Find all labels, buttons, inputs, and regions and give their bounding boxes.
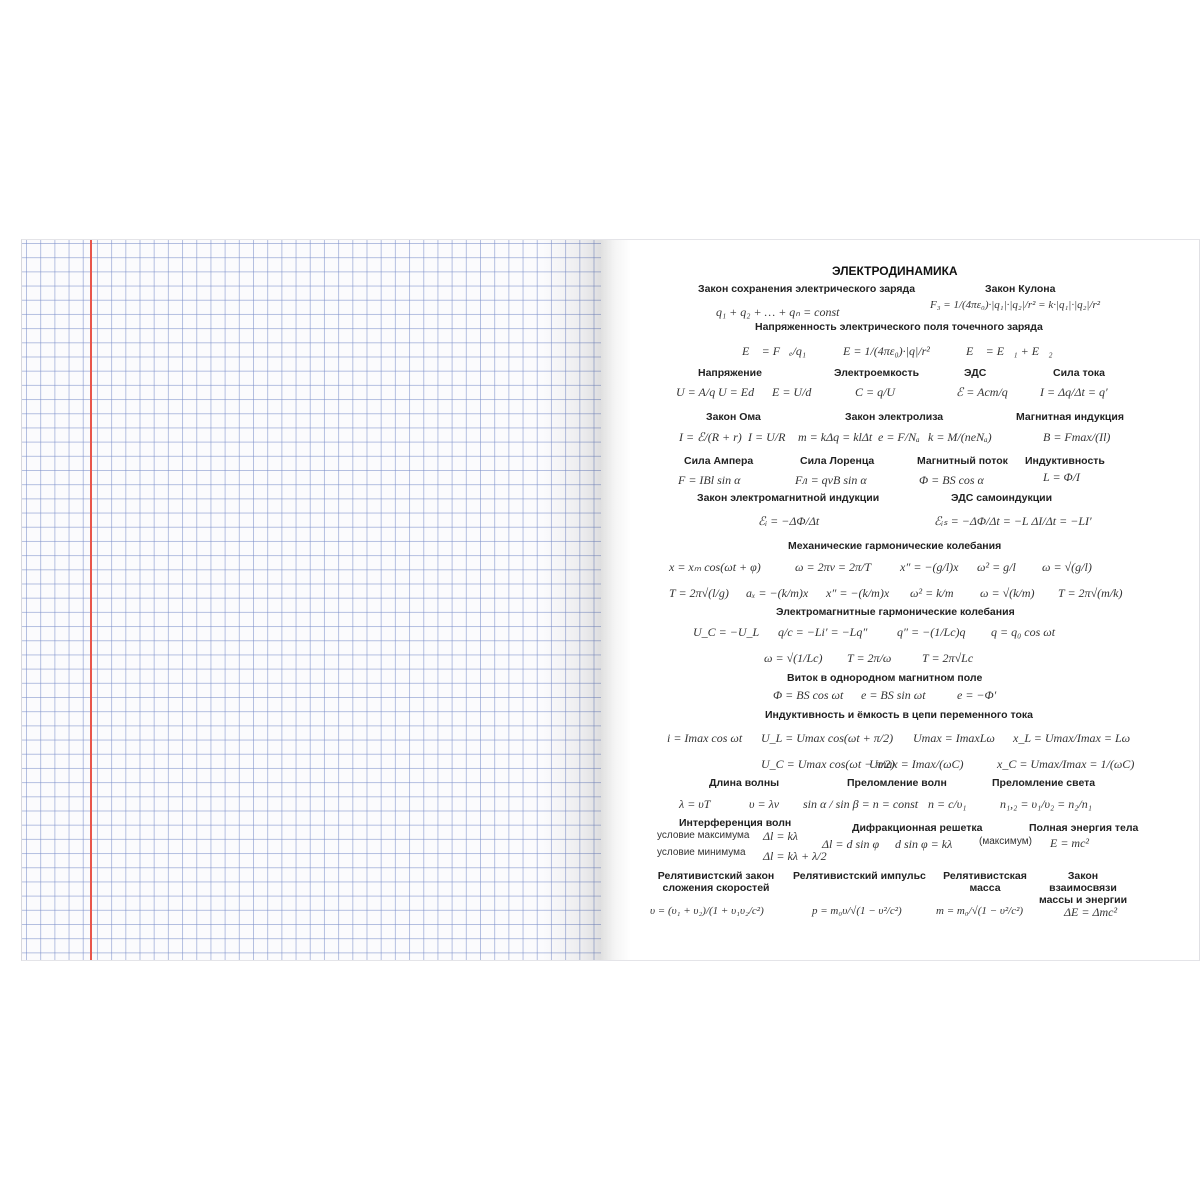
formula: x″ = −(g/l)x [900,560,959,574]
formula: T = 2π√(m/k) [1058,586,1123,600]
grid-page [21,239,602,961]
formula: Fл = qvB sin α [795,473,867,487]
formula: T = 2π√(l/g) [669,586,729,600]
formula: L = Φ/I [1043,470,1081,484]
heading: Сила тока [1053,367,1105,379]
formula: q = q₀ cos ωt [991,625,1056,639]
formula: E = U/d [772,385,812,399]
formula: q″ = −(1/Lc)q [897,625,966,639]
formula: F = IBl sin α [678,473,741,487]
formula: ℰᵢ = −ΔΦ/Δt [758,514,820,528]
formula: U_C = −U_L [693,625,760,639]
heading: Полная энергия тела [1029,822,1139,834]
formula: ω² = k/m [910,586,954,600]
formula-note: (максимум) [979,836,1032,847]
heading: Закон электролиза [845,411,944,423]
heading: Механические гармонические колебания [788,540,1002,552]
formula: E⃗ = F⃗ₑ/q₁ [742,344,807,358]
heading: Закон сохранения электрического заряда [698,283,916,295]
condition-label: условие максимума [657,830,750,841]
formula: Umax = ImaxLω [913,731,995,745]
heading: Закон Ома [706,411,761,423]
formula: x_L = Umax/Imax = Lω [1013,731,1131,745]
formula: E = 1/(4πε₀)·|q|/r² [843,344,930,358]
formula: U_L = Umax cos(ωt + π/2) [761,731,894,745]
formula: U_C = Umax cos(ωt − π/2) [761,757,895,771]
formula: i = Imax cos ωt [667,731,743,745]
formula: x_C = Umax/Imax = 1/(ωC) [997,757,1135,771]
heading: Напряженность электрического поля точечного заряда [755,321,1043,333]
formula: n₁,₂ = υ₁/υ₂ = n₂/n₁ [1000,797,1092,811]
formula: F₃ = 1/(4πε₀)·|q₁|·|q₂|/r² = k·|q₁|·|q₂|/r² [930,299,1101,311]
formula: aₓ = −(k/m)x [746,586,809,600]
formula: Δl = d sin φ [822,837,880,851]
formula: m = m₀/√(1 − υ²/c²) [936,905,1024,917]
formula: Δl = kλ + λ/2 [763,849,827,863]
heading: Электромагнитные гармонические колебания [776,606,1015,618]
formula: p = m₀υ/√(1 − υ²/c²) [812,905,902,917]
heading: ЭДС самоиндукции [951,492,1053,504]
section-title: ЭЛЕКТРОДИНАМИКА [832,264,958,278]
formula: E = mc² [1050,836,1090,850]
heading: Интерференция волн [679,817,792,829]
heading: Закон взаимосвязи массы и энергии [1038,870,1128,906]
formula: ω = √(1/Lc) [764,651,823,665]
heading: Магнитная индукция [1016,411,1124,423]
heading: Электроемкость [834,367,920,379]
formula: x″ = −(k/m)x [826,586,890,600]
formula: d sin φ = kλ [895,837,953,851]
formula: q₁ + q₂ + … + qₙ = const [716,305,840,319]
heading: Сила Ампера [684,455,754,467]
heading: Релятивистский закон сложения скоростей [657,870,775,894]
formula: n = c/υ₁ [928,797,967,811]
heading: Индуктивность [1025,455,1105,467]
formula: υ = (υ₁ + υ₂)/(1 + υ₁υ₂/c²) [650,905,764,917]
formula: B = Fmax/(Il) [1043,430,1111,444]
formula: T = 2π√Lc [922,651,974,665]
condition-label: условие минимума [657,847,746,858]
formula: ΔE = Δmc² [1064,905,1118,919]
formula: υ = λν [749,797,780,811]
formula: Φ = BS cos α [919,473,984,487]
formula: ℰᵢₛ = −ΔΦ/Δt = −L ΔI/Δt = −LI′ [934,514,1092,528]
formula: Δl = kλ [763,829,798,843]
formula: e = F/Nₐ [878,430,920,444]
heading: Релятивистская масса [943,870,1027,894]
heading: Напряжение [698,367,762,379]
formula: ω = √(k/m) [980,586,1035,600]
formula: e = −Φ′ [957,688,997,702]
formula: C = q/U [855,385,896,399]
heading: Закон Кулона [985,283,1056,295]
heading: Преломление света [992,777,1096,789]
formula: λ = υT [679,797,711,811]
formula: k = M/(neNₐ) [928,430,992,444]
heading: Релятивистский импульс [793,870,926,882]
heading: Преломление волн [847,777,947,789]
formula: sin α / sin β = n = const [803,797,919,811]
heading: ЭДС [964,367,987,379]
heading: Дифракционная решетка [852,822,983,834]
formula: q/c = −Li′ = −Lq″ [778,625,868,639]
formula: Umax = Imax/(ωC) [869,757,964,771]
formula: U = Ed [718,385,755,399]
formula: ω = √(g/l) [1042,560,1092,574]
formula: Φ = BS cos ωt [773,688,844,702]
formula: I = Δq/Δt = q′ [1040,385,1108,399]
heading: Сила Лоренца [800,455,875,467]
formula: E⃗ = E⃗₁ + E⃗₂ [966,344,1053,358]
heading: Виток в однородном магнитном поле [787,672,983,684]
formula: T = 2π/ω [847,651,892,665]
formula: e = BS sin ωt [861,688,926,702]
formula: ω² = g/l [977,560,1016,574]
heading: Закон электромагнитной индукции [697,492,880,504]
formula: ℰ = Aст/q [956,385,1008,399]
heading: Длина волны [709,777,780,789]
margin-line [90,240,92,960]
formula: U = A/q [676,385,716,399]
heading: Индуктивность и ёмкость в цепи переменного тока [765,709,1033,721]
formula: x = xₘ cos(ωt + φ) [669,560,761,574]
heading: Магнитный поток [917,455,1008,467]
formula: I = ℰ/(R + r) [679,430,742,444]
formula: ω = 2πν = 2π/T [795,560,872,574]
formula: m = kΔq = klΔt [798,430,873,444]
formula: I = U/R [748,430,786,444]
